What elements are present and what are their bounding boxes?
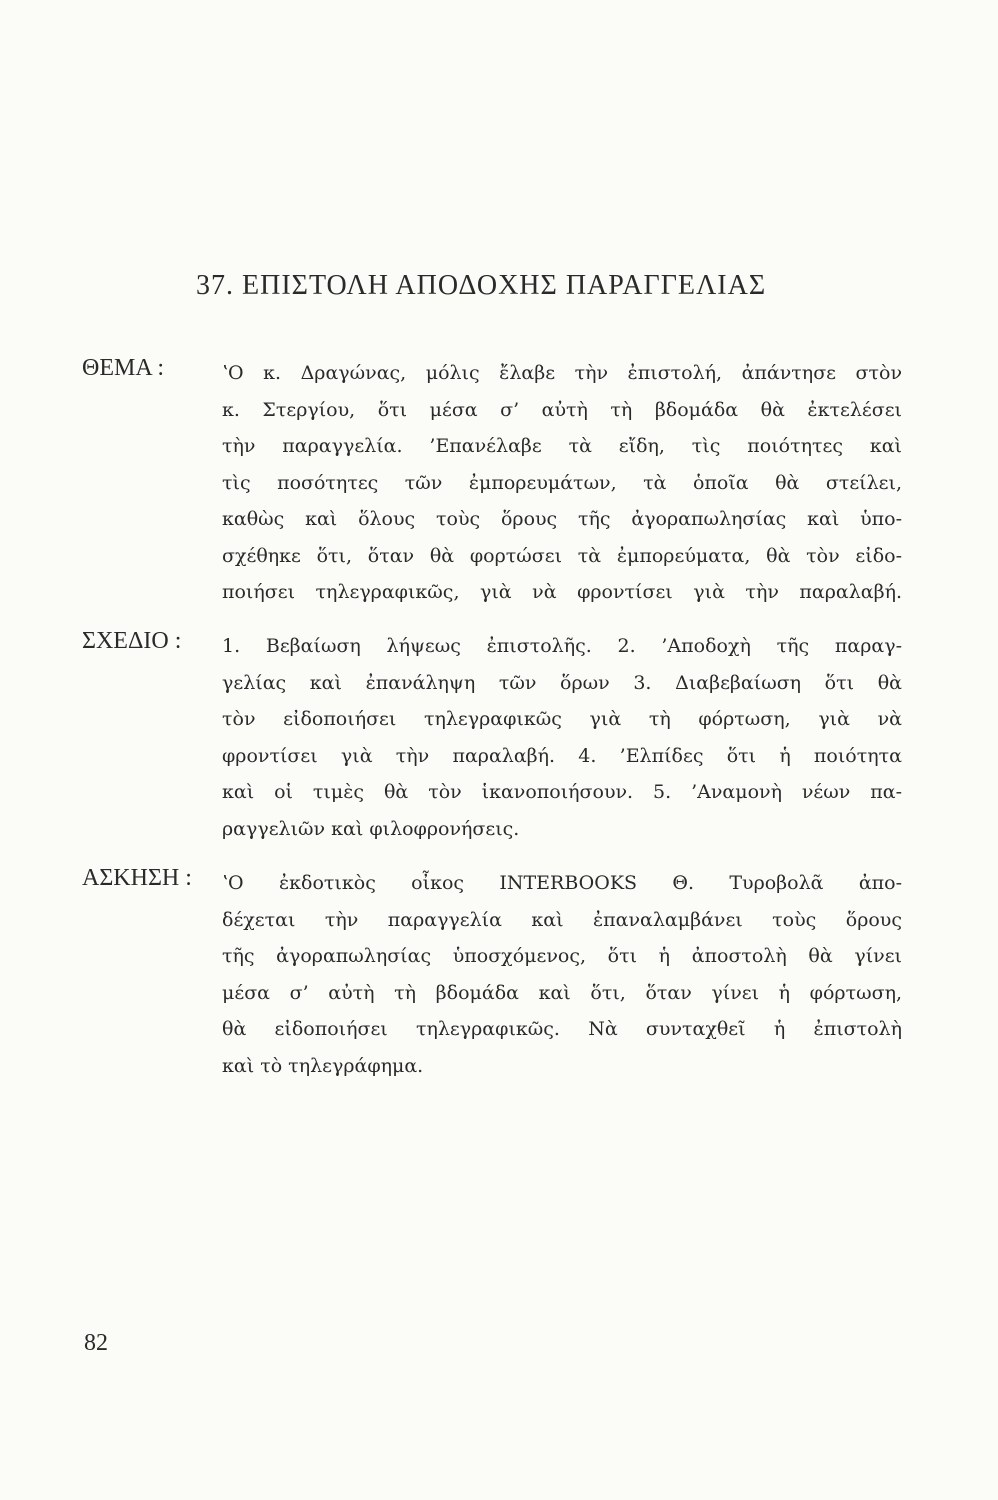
text-line: ποιήσει τηλεγραφικῶς, γιὰ νὰ φροντίσει γιὰ τὴν παραλαβή. xyxy=(222,581,902,603)
text-line: τὴν παραγγελία. ’Επανέλαβε τὰ εἴδη, τὶς ποιότητες καὶ xyxy=(222,435,902,457)
text-line: τῆς ἀγοραπωλησίας ὑποσχόμενος, ὅτι ἡ ἀποστολὴ θὰ γίνει xyxy=(222,945,902,967)
text-line: 1. Βεβαίωση λήψεως ἐπιστολῆς. 2. ’Αποδοχὴ τῆς παραγ- xyxy=(222,635,902,657)
text-line: γελίας καὶ ἐπανάληψη τῶν ὅρων 3. Διαβεβαίωση ὅτι θὰ xyxy=(222,671,902,694)
text-line: καὶ οἱ τιμὲς θὰ τὸν ἱκανοποιήσουν. 5. ’Αναμονὴ νέων πα- xyxy=(222,781,902,803)
text-line: ραγγελιῶν καὶ φιλοφρονήσεις. xyxy=(222,817,520,840)
text-line: καὶ τὸ τηλεγράφημα. xyxy=(222,1054,424,1077)
text-line: ʽΟ κ. Δραγώνας, μόλις ἔλαβε τὴν ἐπιστολή, ἀπάντησε στὸν xyxy=(222,362,902,384)
text-line: μέσα σ’ αὐτὴ τὴ βδομάδα καὶ ὅτι, ὅταν γίνει ἡ φόρτωση, xyxy=(222,981,902,1004)
text-line: κ. Στεργίου, ὅτι μέσα σ’ αὐτὴ τὴ βδομάδα θὰ ἐκτελέσει xyxy=(222,398,902,421)
text-line: θὰ εἰδοποιήσει τηλεγραφικῶς. Νὰ συνταχθεῖ ἡ ἐπιστολὴ xyxy=(222,1018,902,1040)
text-line: τὶς ποσότητες τῶν ἐμπορευμάτων, τὰ ὁποῖα θὰ στείλει, xyxy=(222,471,902,494)
page-title: 37. ΕΠΙΣΤΟΛΗ ΑΠΟΔΟΧΗΣ ΠΑΡΑΓΓΕΛΙΑΣ xyxy=(196,270,767,301)
section-label-thema: ΘΕΜΑ : xyxy=(82,355,165,381)
text-line: σχέθηκε ὅτι, ὅταν θὰ φορτώσει τὰ ἐμπορεύματα, θὰ τὸν εἰδο- xyxy=(222,544,902,567)
page-number: 82 xyxy=(84,1330,108,1356)
section-body-schedio xyxy=(222,628,902,847)
text-line: καθὼς καὶ ὅλους τοὺς ὅρους τῆς ἀγοραπωλησίας καὶ ὑπο- xyxy=(222,508,902,530)
section-label-schedio: ΣΧΕΔΙΟ : xyxy=(82,628,182,654)
text-line: τὸν εἰδοποιήσει τηλεγραφικῶς γιὰ τὴ φόρτωση, γιὰ νὰ xyxy=(222,708,902,730)
text-line: δέχεται τὴν παραγγελία καὶ ἐπαναλαμβάνει τοὺς ὅρους xyxy=(222,908,902,931)
section-label-askisi: ΑΣΚΗΣΗ : xyxy=(82,865,192,891)
text-line: ʽΟ ἐκδοτικὸς οἶκος INTERBOOKS Θ. Τυροβολᾶ ἀπο- xyxy=(222,872,902,894)
section-body-thema xyxy=(222,355,902,611)
section-body-askisi xyxy=(222,865,902,1084)
text-line: φροντίσει γιὰ τὴν παραλαβή. 4. ’Ελπίδες ὅτι ἡ ποιότητα xyxy=(222,744,902,767)
